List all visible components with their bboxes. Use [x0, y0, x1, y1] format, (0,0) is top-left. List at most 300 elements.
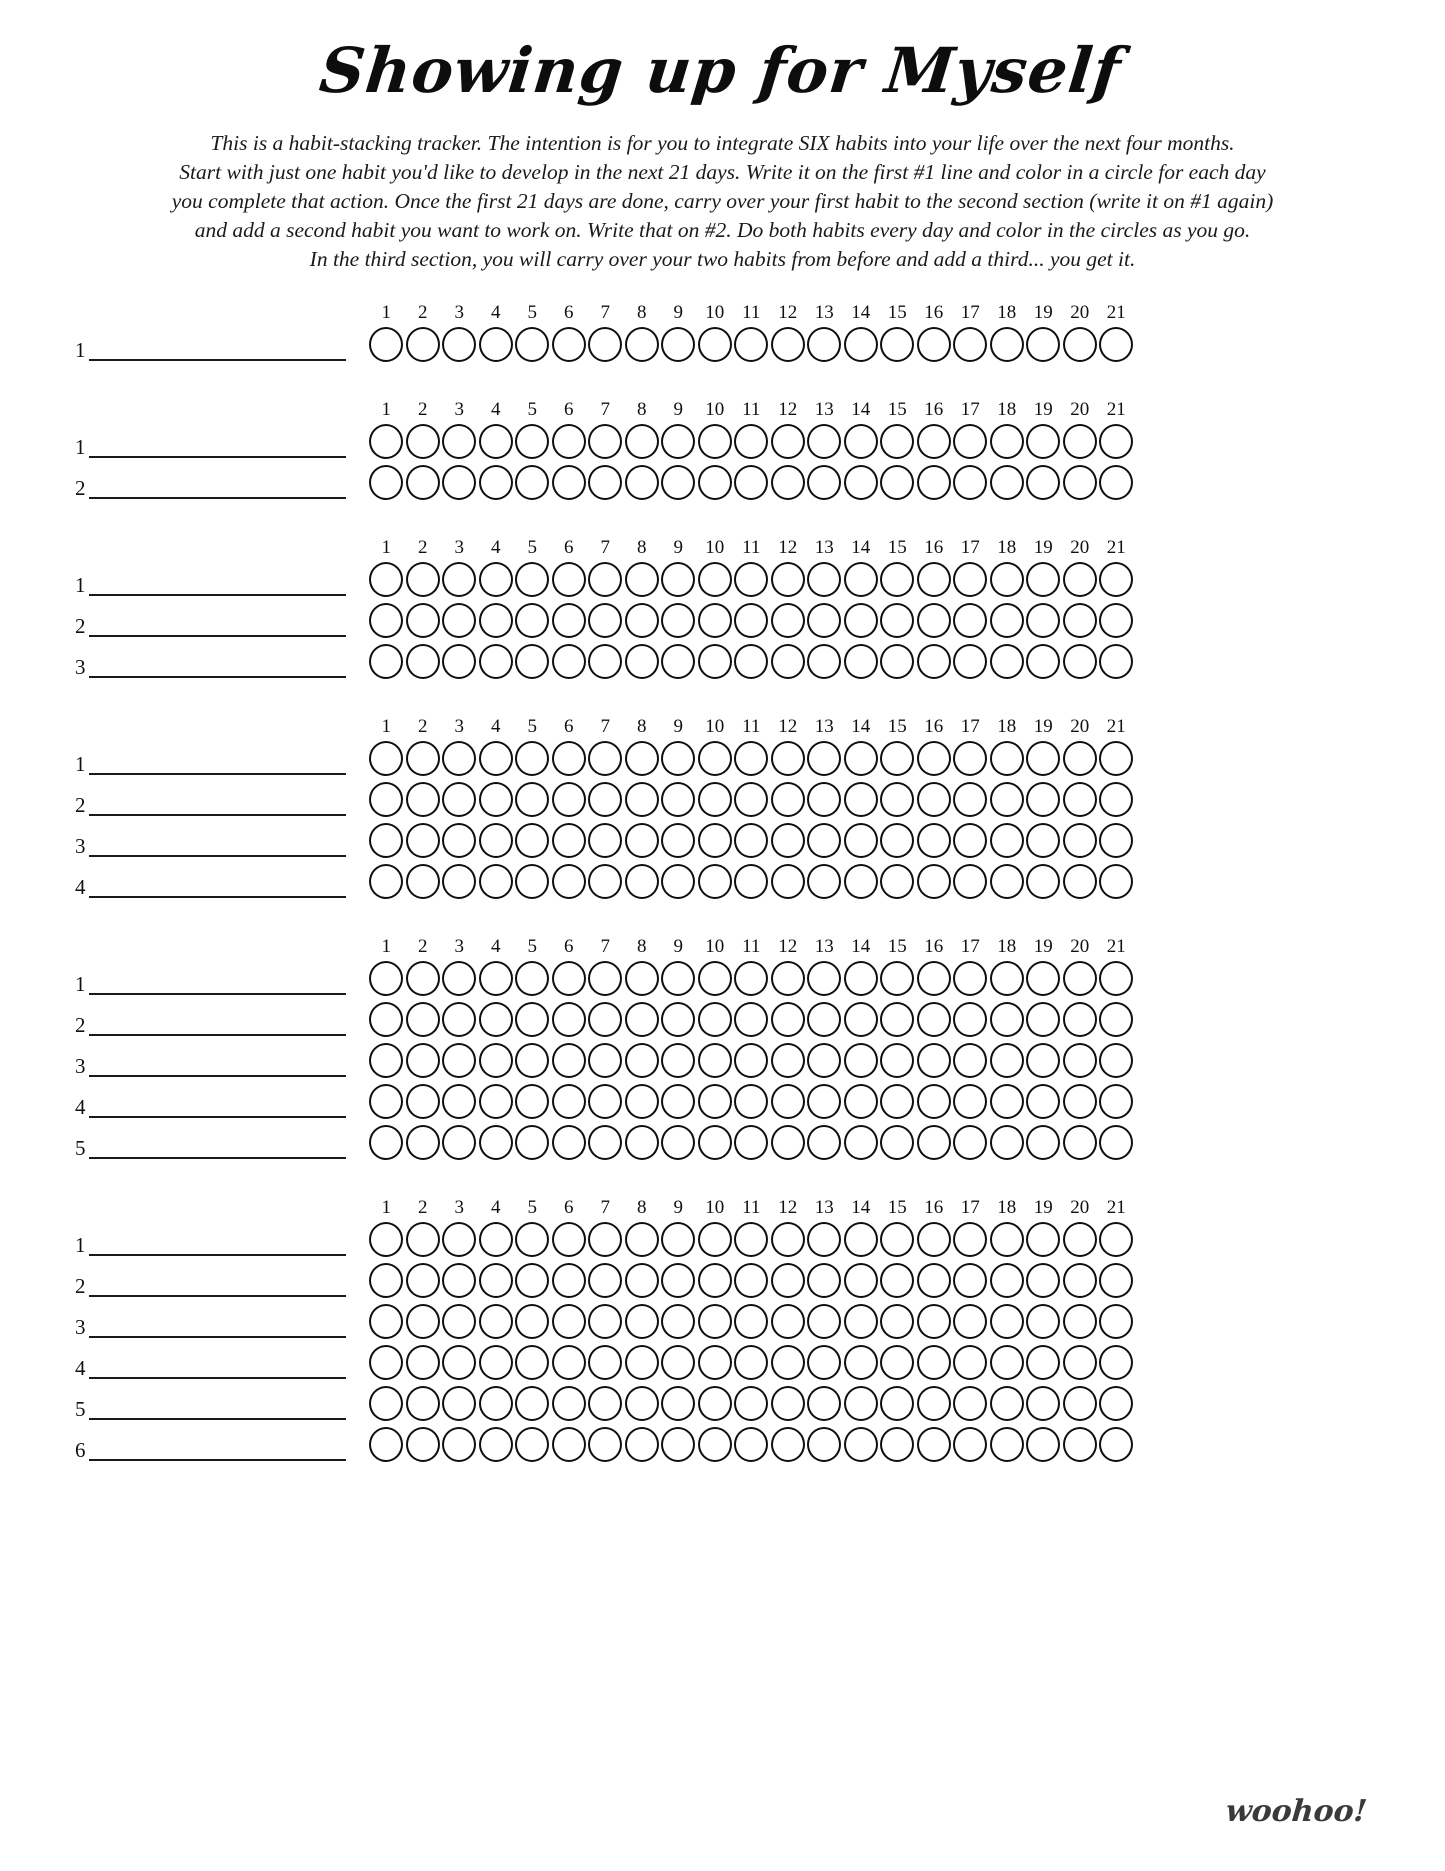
day-circle[interactable]	[1098, 1000, 1135, 1038]
day-circle[interactable]	[624, 1123, 661, 1161]
day-circle[interactable]	[441, 560, 478, 598]
day-circle[interactable]	[770, 325, 807, 363]
day-circle[interactable]	[478, 1123, 515, 1161]
day-circle[interactable]	[770, 642, 807, 680]
day-circle[interactable]	[551, 821, 588, 859]
day-circle[interactable]	[478, 1302, 515, 1340]
day-circle[interactable]	[514, 325, 551, 363]
day-circle[interactable]	[405, 1000, 442, 1038]
day-circle[interactable]	[879, 1425, 916, 1463]
day-circle[interactable]	[1062, 1082, 1099, 1120]
habit-entry-field[interactable]	[75, 739, 368, 777]
day-circle[interactable]	[843, 642, 880, 680]
day-circle[interactable]	[843, 422, 880, 460]
day-circle[interactable]	[405, 739, 442, 777]
day-circle[interactable]	[478, 780, 515, 818]
habit-entry-field[interactable]	[75, 560, 368, 598]
day-circle[interactable]	[843, 325, 880, 363]
day-circle[interactable]	[952, 1261, 989, 1299]
day-circle[interactable]	[514, 1041, 551, 1079]
day-circle[interactable]	[879, 422, 916, 460]
day-circle[interactable]	[806, 821, 843, 859]
habit-write-in-line[interactable]	[89, 594, 347, 596]
day-circle[interactable]	[1062, 1343, 1099, 1381]
day-circle[interactable]	[952, 1041, 989, 1079]
day-circle[interactable]	[1098, 1384, 1135, 1422]
day-circle[interactable]	[368, 1041, 405, 1079]
day-circle[interactable]	[916, 1220, 953, 1258]
day-circle[interactable]	[697, 739, 734, 777]
day-circle[interactable]	[624, 1302, 661, 1340]
day-circle[interactable]	[916, 463, 953, 501]
habit-entry-field[interactable]	[75, 780, 368, 818]
day-circle[interactable]	[478, 821, 515, 859]
day-circle[interactable]	[478, 1425, 515, 1463]
day-circle[interactable]	[879, 739, 916, 777]
day-circle[interactable]	[478, 862, 515, 900]
day-circle[interactable]	[514, 821, 551, 859]
day-circle[interactable]	[368, 1123, 405, 1161]
day-circle[interactable]	[441, 1384, 478, 1422]
day-circle[interactable]	[514, 1343, 551, 1381]
day-circle[interactable]	[478, 739, 515, 777]
day-circle[interactable]	[660, 642, 697, 680]
day-circle[interactable]	[441, 325, 478, 363]
day-circle[interactable]	[1025, 1425, 1062, 1463]
day-circle[interactable]	[989, 1261, 1026, 1299]
day-circle[interactable]	[916, 1302, 953, 1340]
day-circle[interactable]	[1062, 1123, 1099, 1161]
day-circle[interactable]	[697, 642, 734, 680]
day-circle[interactable]	[697, 422, 734, 460]
day-circle[interactable]	[1025, 422, 1062, 460]
day-circle[interactable]	[879, 1302, 916, 1340]
habit-write-in-line[interactable]	[89, 1295, 347, 1297]
day-circle[interactable]	[368, 1302, 405, 1340]
day-circle[interactable]	[1098, 325, 1135, 363]
day-circle[interactable]	[770, 463, 807, 501]
day-circle[interactable]	[660, 862, 697, 900]
day-circle[interactable]	[806, 1302, 843, 1340]
day-circle[interactable]	[879, 1082, 916, 1120]
day-circle[interactable]	[551, 325, 588, 363]
day-circle[interactable]	[916, 780, 953, 818]
day-circle[interactable]	[624, 821, 661, 859]
day-circle[interactable]	[368, 1384, 405, 1422]
day-circle[interactable]	[989, 1123, 1026, 1161]
day-circle[interactable]	[952, 642, 989, 680]
day-circle[interactable]	[368, 780, 405, 818]
day-circle[interactable]	[587, 1220, 624, 1258]
day-circle[interactable]	[1062, 1261, 1099, 1299]
day-circle[interactable]	[441, 1220, 478, 1258]
day-circle[interactable]	[441, 1082, 478, 1120]
day-circle[interactable]	[405, 780, 442, 818]
day-circle[interactable]	[989, 821, 1026, 859]
habit-write-in-line[interactable]	[89, 1157, 347, 1159]
day-circle[interactable]	[806, 601, 843, 639]
day-circle[interactable]	[1025, 642, 1062, 680]
day-circle[interactable]	[770, 1220, 807, 1258]
day-circle[interactable]	[514, 463, 551, 501]
day-circle[interactable]	[1062, 862, 1099, 900]
day-circle[interactable]	[770, 1000, 807, 1038]
day-circle[interactable]	[514, 1261, 551, 1299]
day-circle[interactable]	[697, 1425, 734, 1463]
day-circle[interactable]	[989, 1220, 1026, 1258]
day-circle[interactable]	[1098, 463, 1135, 501]
day-circle[interactable]	[697, 325, 734, 363]
day-circle[interactable]	[551, 601, 588, 639]
day-circle[interactable]	[843, 1384, 880, 1422]
day-circle[interactable]	[952, 325, 989, 363]
day-circle[interactable]	[806, 959, 843, 997]
day-circle[interactable]	[1098, 1302, 1135, 1340]
day-circle[interactable]	[697, 1302, 734, 1340]
day-circle[interactable]	[368, 463, 405, 501]
day-circle[interactable]	[733, 463, 770, 501]
day-circle[interactable]	[843, 959, 880, 997]
day-circle[interactable]	[478, 642, 515, 680]
day-circle[interactable]	[587, 1082, 624, 1120]
habit-write-in-line[interactable]	[89, 1377, 347, 1379]
day-circle[interactable]	[478, 601, 515, 639]
day-circle[interactable]	[989, 1425, 1026, 1463]
day-circle[interactable]	[624, 1261, 661, 1299]
day-circle[interactable]	[916, 560, 953, 598]
day-circle[interactable]	[441, 1123, 478, 1161]
day-circle[interactable]	[916, 422, 953, 460]
day-circle[interactable]	[1098, 422, 1135, 460]
day-circle[interactable]	[441, 642, 478, 680]
day-circle[interactable]	[441, 1000, 478, 1038]
day-circle[interactable]	[1062, 642, 1099, 680]
day-circle[interactable]	[733, 1000, 770, 1038]
day-circle[interactable]	[989, 422, 1026, 460]
day-circle[interactable]	[1025, 1302, 1062, 1340]
day-circle[interactable]	[551, 560, 588, 598]
day-circle[interactable]	[514, 1425, 551, 1463]
day-circle[interactable]	[368, 642, 405, 680]
day-circle[interactable]	[551, 1343, 588, 1381]
day-circle[interactable]	[879, 959, 916, 997]
day-circle[interactable]	[624, 601, 661, 639]
day-circle[interactable]	[879, 642, 916, 680]
habit-entry-field[interactable]	[75, 1384, 368, 1422]
day-circle[interactable]	[1098, 739, 1135, 777]
day-circle[interactable]	[806, 1082, 843, 1120]
day-circle[interactable]	[660, 1041, 697, 1079]
day-circle[interactable]	[624, 463, 661, 501]
day-circle[interactable]	[624, 780, 661, 818]
day-circle[interactable]	[551, 862, 588, 900]
day-circle[interactable]	[733, 1220, 770, 1258]
day-circle[interactable]	[660, 325, 697, 363]
day-circle[interactable]	[697, 1261, 734, 1299]
day-circle[interactable]	[587, 463, 624, 501]
day-circle[interactable]	[1062, 821, 1099, 859]
day-circle[interactable]	[697, 1123, 734, 1161]
day-circle[interactable]	[952, 422, 989, 460]
day-circle[interactable]	[770, 1123, 807, 1161]
day-circle[interactable]	[879, 1384, 916, 1422]
day-circle[interactable]	[478, 1384, 515, 1422]
day-circle[interactable]	[989, 1082, 1026, 1120]
habit-entry-field[interactable]	[75, 1261, 368, 1299]
day-circle[interactable]	[770, 1261, 807, 1299]
day-circle[interactable]	[879, 325, 916, 363]
day-circle[interactable]	[368, 1343, 405, 1381]
day-circle[interactable]	[1025, 463, 1062, 501]
day-circle[interactable]	[1025, 1082, 1062, 1120]
day-circle[interactable]	[879, 821, 916, 859]
day-circle[interactable]	[478, 1041, 515, 1079]
day-circle[interactable]	[879, 560, 916, 598]
day-circle[interactable]	[806, 780, 843, 818]
day-circle[interactable]	[514, 1220, 551, 1258]
day-circle[interactable]	[478, 463, 515, 501]
day-circle[interactable]	[1098, 601, 1135, 639]
day-circle[interactable]	[843, 1220, 880, 1258]
habit-entry-field[interactable]	[75, 959, 368, 997]
day-circle[interactable]	[1025, 1261, 1062, 1299]
day-circle[interactable]	[405, 1220, 442, 1258]
habit-write-in-line[interactable]	[89, 1459, 347, 1461]
day-circle[interactable]	[660, 1082, 697, 1120]
day-circle[interactable]	[916, 601, 953, 639]
day-circle[interactable]	[879, 1220, 916, 1258]
day-circle[interactable]	[551, 1041, 588, 1079]
day-circle[interactable]	[587, 1261, 624, 1299]
day-circle[interactable]	[660, 959, 697, 997]
day-circle[interactable]	[1098, 1041, 1135, 1079]
day-circle[interactable]	[587, 1302, 624, 1340]
day-circle[interactable]	[1062, 780, 1099, 818]
day-circle[interactable]	[478, 325, 515, 363]
habit-entry-field[interactable]	[75, 601, 368, 639]
day-circle[interactable]	[952, 1220, 989, 1258]
day-circle[interactable]	[368, 1000, 405, 1038]
day-circle[interactable]	[1025, 821, 1062, 859]
day-circle[interactable]	[770, 1041, 807, 1079]
day-circle[interactable]	[770, 862, 807, 900]
day-circle[interactable]	[368, 1261, 405, 1299]
day-circle[interactable]	[916, 739, 953, 777]
day-circle[interactable]	[405, 1425, 442, 1463]
day-circle[interactable]	[514, 959, 551, 997]
day-circle[interactable]	[733, 1302, 770, 1340]
day-circle[interactable]	[733, 1261, 770, 1299]
day-circle[interactable]	[1098, 862, 1135, 900]
day-circle[interactable]	[587, 1000, 624, 1038]
day-circle[interactable]	[587, 862, 624, 900]
day-circle[interactable]	[1025, 1000, 1062, 1038]
day-circle[interactable]	[368, 821, 405, 859]
day-circle[interactable]	[1098, 1261, 1135, 1299]
day-circle[interactable]	[733, 642, 770, 680]
day-circle[interactable]	[733, 560, 770, 598]
day-circle[interactable]	[770, 601, 807, 639]
day-circle[interactable]	[587, 601, 624, 639]
day-circle[interactable]	[551, 739, 588, 777]
day-circle[interactable]	[733, 1343, 770, 1381]
day-circle[interactable]	[405, 1082, 442, 1120]
day-circle[interactable]	[916, 1000, 953, 1038]
day-circle[interactable]	[660, 601, 697, 639]
day-circle[interactable]	[806, 1123, 843, 1161]
day-circle[interactable]	[405, 821, 442, 859]
day-circle[interactable]	[806, 422, 843, 460]
day-circle[interactable]	[587, 1425, 624, 1463]
day-circle[interactable]	[514, 1123, 551, 1161]
day-circle[interactable]	[806, 739, 843, 777]
habit-entry-field[interactable]	[75, 1000, 368, 1038]
day-circle[interactable]	[441, 422, 478, 460]
day-circle[interactable]	[843, 601, 880, 639]
day-circle[interactable]	[1062, 959, 1099, 997]
day-circle[interactable]	[697, 821, 734, 859]
day-circle[interactable]	[514, 601, 551, 639]
day-circle[interactable]	[624, 325, 661, 363]
day-circle[interactable]	[624, 862, 661, 900]
habit-entry-field[interactable]	[75, 422, 368, 460]
day-circle[interactable]	[405, 1302, 442, 1340]
day-circle[interactable]	[441, 821, 478, 859]
habit-write-in-line[interactable]	[89, 1034, 347, 1036]
day-circle[interactable]	[405, 1343, 442, 1381]
day-circle[interactable]	[1025, 959, 1062, 997]
day-circle[interactable]	[733, 862, 770, 900]
day-circle[interactable]	[989, 739, 1026, 777]
day-circle[interactable]	[405, 463, 442, 501]
day-circle[interactable]	[916, 325, 953, 363]
habit-write-in-line[interactable]	[89, 814, 347, 816]
day-circle[interactable]	[843, 862, 880, 900]
habit-write-in-line[interactable]	[89, 993, 347, 995]
day-circle[interactable]	[478, 1220, 515, 1258]
day-circle[interactable]	[770, 1302, 807, 1340]
day-circle[interactable]	[1098, 642, 1135, 680]
day-circle[interactable]	[478, 1261, 515, 1299]
habit-entry-field[interactable]	[75, 821, 368, 859]
day-circle[interactable]	[587, 560, 624, 598]
day-circle[interactable]	[952, 1000, 989, 1038]
day-circle[interactable]	[989, 601, 1026, 639]
day-circle[interactable]	[989, 1384, 1026, 1422]
day-circle[interactable]	[478, 422, 515, 460]
habit-write-in-line[interactable]	[89, 456, 347, 458]
day-circle[interactable]	[697, 1343, 734, 1381]
day-circle[interactable]	[733, 1425, 770, 1463]
day-circle[interactable]	[514, 1384, 551, 1422]
day-circle[interactable]	[843, 821, 880, 859]
day-circle[interactable]	[1062, 325, 1099, 363]
day-circle[interactable]	[551, 1425, 588, 1463]
day-circle[interactable]	[697, 959, 734, 997]
day-circle[interactable]	[697, 1000, 734, 1038]
day-circle[interactable]	[624, 560, 661, 598]
day-circle[interactable]	[952, 780, 989, 818]
day-circle[interactable]	[405, 1123, 442, 1161]
day-circle[interactable]	[697, 862, 734, 900]
habit-write-in-line[interactable]	[89, 635, 347, 637]
day-circle[interactable]	[1062, 1384, 1099, 1422]
day-circle[interactable]	[697, 1041, 734, 1079]
day-circle[interactable]	[405, 422, 442, 460]
day-circle[interactable]	[624, 1041, 661, 1079]
day-circle[interactable]	[843, 1425, 880, 1463]
habit-write-in-line[interactable]	[89, 1075, 347, 1077]
day-circle[interactable]	[916, 642, 953, 680]
day-circle[interactable]	[587, 821, 624, 859]
day-circle[interactable]	[514, 1082, 551, 1120]
day-circle[interactable]	[733, 959, 770, 997]
habit-entry-field[interactable]	[75, 1220, 368, 1258]
day-circle[interactable]	[660, 1302, 697, 1340]
habit-entry-field[interactable]	[75, 1425, 368, 1463]
day-circle[interactable]	[551, 1123, 588, 1161]
day-circle[interactable]	[733, 422, 770, 460]
day-circle[interactable]	[1062, 601, 1099, 639]
day-circle[interactable]	[1062, 1041, 1099, 1079]
day-circle[interactable]	[770, 1425, 807, 1463]
day-circle[interactable]	[916, 1123, 953, 1161]
day-circle[interactable]	[1098, 1220, 1135, 1258]
day-circle[interactable]	[806, 560, 843, 598]
day-circle[interactable]	[1062, 463, 1099, 501]
day-circle[interactable]	[405, 1384, 442, 1422]
day-circle[interactable]	[733, 601, 770, 639]
day-circle[interactable]	[478, 1082, 515, 1120]
day-circle[interactable]	[916, 1261, 953, 1299]
day-circle[interactable]	[843, 780, 880, 818]
day-circle[interactable]	[879, 862, 916, 900]
day-circle[interactable]	[405, 560, 442, 598]
day-circle[interactable]	[660, 560, 697, 598]
day-circle[interactable]	[551, 642, 588, 680]
day-circle[interactable]	[1098, 1343, 1135, 1381]
day-circle[interactable]	[368, 325, 405, 363]
day-circle[interactable]	[989, 325, 1026, 363]
day-circle[interactable]	[806, 463, 843, 501]
day-circle[interactable]	[660, 1343, 697, 1381]
day-circle[interactable]	[879, 1123, 916, 1161]
day-circle[interactable]	[441, 601, 478, 639]
habit-entry-field[interactable]	[75, 1302, 368, 1340]
day-circle[interactable]	[989, 1000, 1026, 1038]
habit-write-in-line[interactable]	[89, 855, 347, 857]
day-circle[interactable]	[587, 1123, 624, 1161]
day-circle[interactable]	[441, 862, 478, 900]
day-circle[interactable]	[514, 780, 551, 818]
day-circle[interactable]	[879, 601, 916, 639]
day-circle[interactable]	[624, 1425, 661, 1463]
day-circle[interactable]	[405, 601, 442, 639]
day-circle[interactable]	[514, 422, 551, 460]
day-circle[interactable]	[916, 862, 953, 900]
habit-write-in-line[interactable]	[89, 1254, 347, 1256]
habit-entry-field[interactable]	[75, 642, 368, 680]
day-circle[interactable]	[368, 422, 405, 460]
day-circle[interactable]	[879, 1261, 916, 1299]
day-circle[interactable]	[587, 780, 624, 818]
day-circle[interactable]	[441, 1343, 478, 1381]
day-circle[interactable]	[989, 1343, 1026, 1381]
habit-write-in-line[interactable]	[89, 773, 347, 775]
day-circle[interactable]	[1098, 1123, 1135, 1161]
day-circle[interactable]	[879, 1000, 916, 1038]
day-circle[interactable]	[551, 959, 588, 997]
